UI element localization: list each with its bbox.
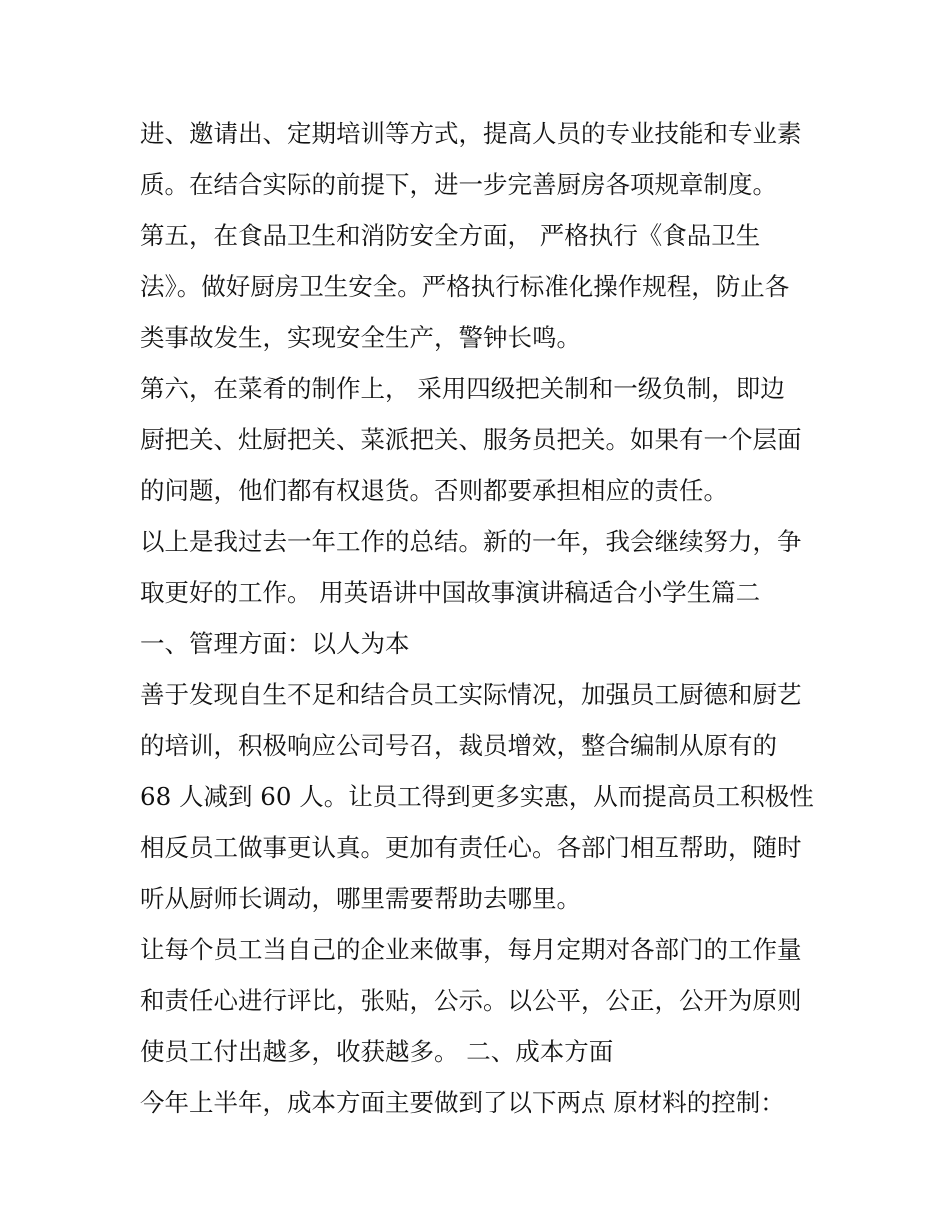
text-line: 厨把关、灶厨把关、菜派把关、服务员把关。如果有一个层面: [140, 425, 802, 454]
text-line: 第六，在菜肴的制作上， 采用四级把关制和一级负制，即边: [140, 374, 785, 403]
text-line: 相反员工做事更认真。更加有责任心。各部门相互帮助，随时: [140, 833, 802, 862]
text-line: 和责任心进行评比，张贴，公示。以公平，公正，公开为原则: [140, 986, 802, 1015]
text-line: 第五，在食品卫生和消防安全方面， 严格执行《食品卫生: [140, 221, 761, 250]
section-heading: 一、管理方面：以人为本: [140, 629, 410, 658]
text-line: 听从厨师长调动，哪里需要帮助去哪里。: [140, 884, 581, 913]
text-line: 使员工付出越多，收获越多。 二、成本方面: [140, 1037, 614, 1066]
text-line: 今年上半年，成本方面主要做到了以下两点 原材料的控制：: [140, 1088, 785, 1117]
text-line: 的培训，积极响应公司号召，裁员增效，整合编制从原有的: [140, 731, 777, 760]
text-line: 善于发现自生不足和结合员工实际情况，加强员工厨德和厨艺: [140, 680, 802, 709]
text-line: 以上是我过去一年工作的总结。新的一年，我会继续努力，争: [140, 527, 802, 556]
text-line: 取更好的工作。 用英语讲中国故事演讲稿适合小学生篇二: [140, 578, 761, 607]
document-body: [140, 108, 830, 1128]
text-line: 的问题，他们都有权退货。否则都要承担相应的责任。: [140, 476, 728, 505]
text-line: 法》。做好厨房卫生安全。严格执行标准化操作规程，防止各: [140, 272, 790, 301]
text-line: 质。在结合实际的前提下，进一步完善厨房各项规章制度。: [140, 170, 777, 199]
text-line: 让每个员工当自己的企业来做事，每月定期对各部门的工作量: [140, 935, 802, 964]
text-line: 68 人减到 60 人。让员工得到更多实惠，从而提高员工积极性: [140, 782, 814, 811]
text-line: 进、邀请出、定期培训等方式，提高人员的专业技能和专业素: [140, 119, 802, 148]
text-line: 类事故发生，实现安全生产，警钟长鸣。: [140, 323, 581, 352]
